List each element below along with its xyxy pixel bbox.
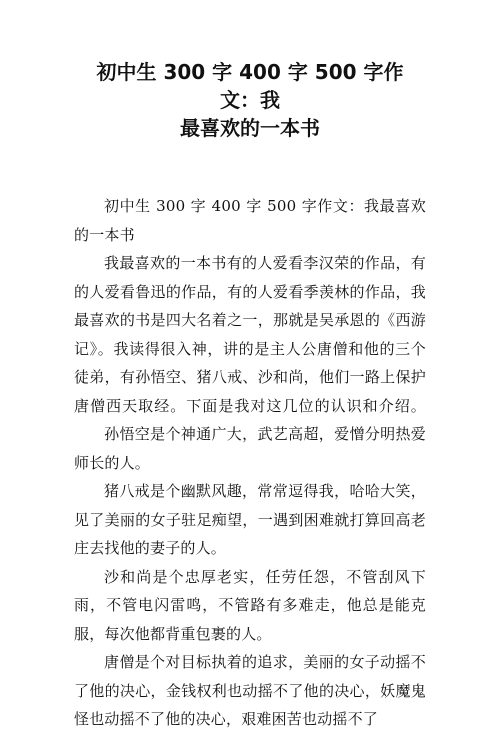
paragraph-2 bbox=[74, 249, 426, 477]
paragraph-2-text: 我最喜欢的一本书有的人爱看李汉荣的作品，有的人爱看鲁迅的作品，有的人爱看季羡林的作品，我最喜欢的书是四大名着之一，那就是吴承恩的《西游记》。我读得很入神，讲的是主人公唐僧和他的三个徒弟，有孙悟空、猪八戒、沙和尚，他们一路上保护唐僧西天取经。下面是我对这几位的认识和介绍。 bbox=[74, 254, 426, 415]
document-title bbox=[80, 58, 420, 142]
paragraph-6: 唐僧是个对目标执着的追求，美丽的女子动摇不了他的决心，金钱权利也动摇不了他的决心，妖魔鬼怪也动摇不了他的决心，艰难困苦也动摇不了 bbox=[74, 653, 426, 728]
paragraph-4: 猪八戒是个幽默风趣，常常逗得我，哈哈大笑，见了美丽的女子驻足痴望，一遇到困难就打算回高老庄去找他的妻子的人。 bbox=[74, 482, 426, 557]
paragraph-3-text: 孙悟空是个神通广大，武艺高超，爱憎分明热爱师长的人。 bbox=[74, 425, 426, 472]
document-body bbox=[74, 192, 426, 734]
paragraph-5: 沙和尚是个忠厚老实，任劳任怨，不管刮风下雨，不管电闪雷鸣，不管路有多难走，他总是能克服，每次他都背重包裹的人。 bbox=[74, 567, 426, 643]
title-line-1: 初中生 300 字 400 字 500 字作文：我 bbox=[96, 60, 404, 112]
title-line-2: 最喜欢的一本书 bbox=[180, 116, 320, 140]
paragraph-1: 初中生 300 字 400 字 500 字作文：我最喜欢的一本书 bbox=[74, 197, 426, 244]
